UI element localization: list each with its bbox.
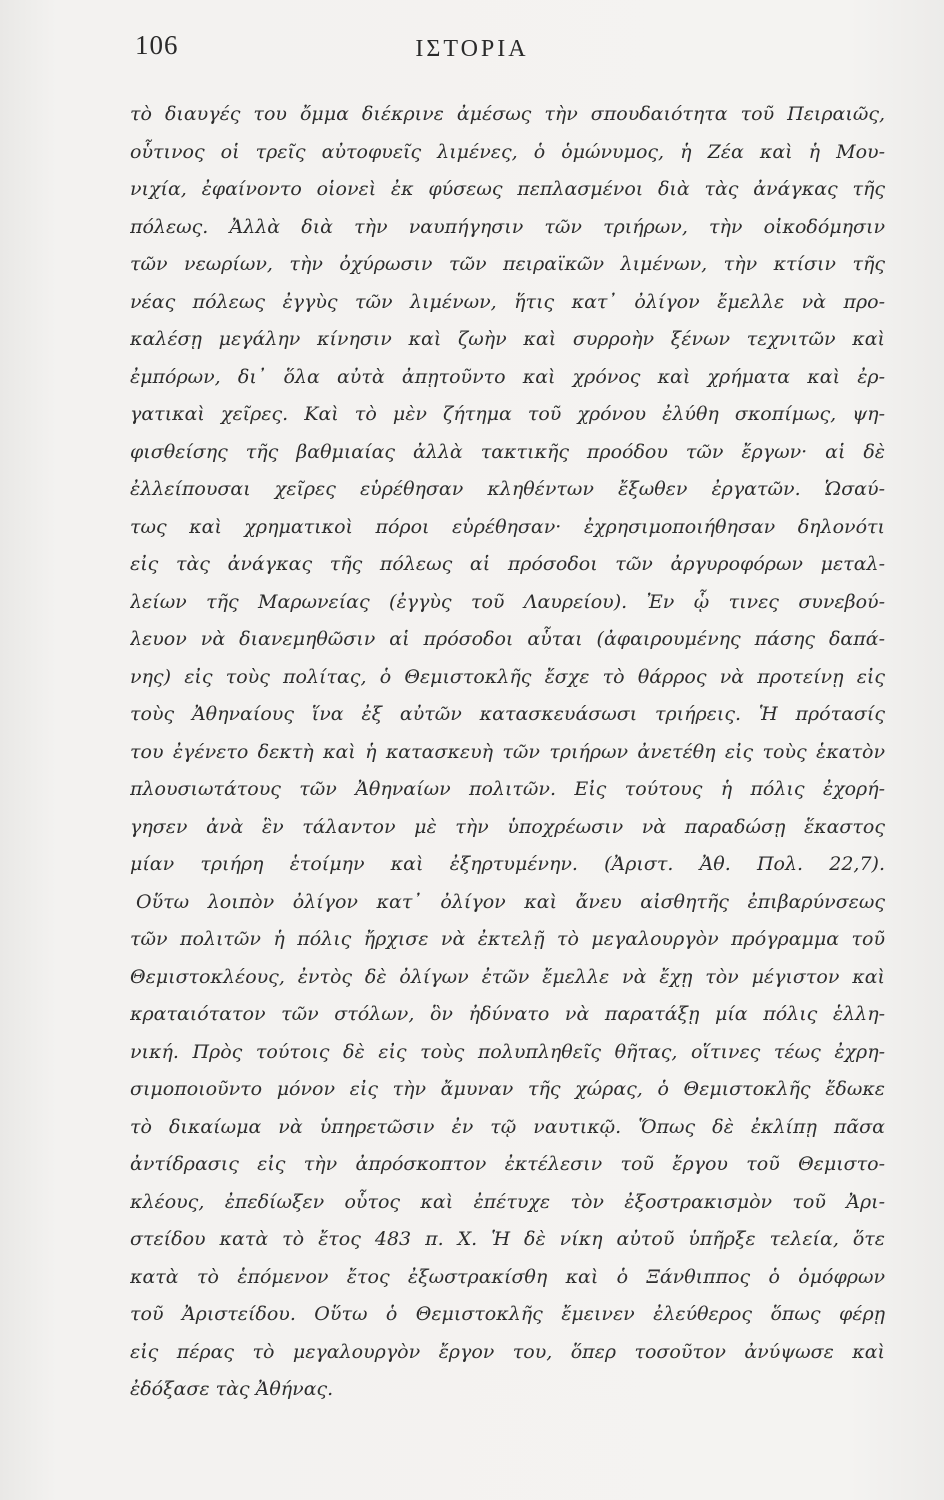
text-line: γατικαὶ χεῖρες. Καὶ τὸ μὲν ζήτημα τοῦ χρόνου ἐλύθη σκοπίμως, ψη- (130, 403, 885, 425)
text-line: Θεμιστοκλέους, ἐντὸς δὲ ὀλίγων ἐτῶν ἔμελλε νὰ ἔχῃ τὸν μέγιστον καὶ (130, 965, 885, 988)
text-line: πλουσιωτάτους τῶν Ἀθηναίων πολιτῶν. Εἰς τούτους ἡ πόλις ἐχορή- (130, 778, 885, 800)
text-line: λευον νὰ διανεμηθῶσιν αἱ πρόσοδοι αὗται (ἀφαιρουμένης πάσης δαπά- (130, 628, 885, 650)
text-line: μίαν τριήρη ἑτοίμην καὶ ἐξηρτυμένην. (Ἀριστ. Ἀθ. Πολ. 22,7). (130, 853, 885, 875)
text-line: τως καὶ χρηματικοὶ πόροι εὑρέθησαν· ἐχρησιμοποιήθησαν δηλονότι (130, 515, 885, 538)
text-line: Οὕτω λοιπὸν ὀλίγον κατ᾽ ὀλίγον καὶ ἄνευ αἰσθητῆς ἐπιβαρύνσεως (136, 890, 885, 913)
text-line: εἰς πέρας τὸ μεγαλουργὸν ἔργον του, ὅπερ τοσοῦτον ἀνύψωσε καὶ (130, 1340, 885, 1363)
text-line: ἀντίδρασις εἰς τὴν ἀπρόσκοπτον ἐκτέλεσιν τοῦ ἔργου τοῦ Θεμιστο- (130, 1153, 885, 1175)
text-line: τοῦ Ἀριστείδου. Οὕτω ὁ Θεμιστοκλῆς ἔμεινεν ἐλεύθερος ὅπως φέρῃ (130, 1303, 885, 1325)
text-line: τοὺς Ἀθηναίους ἵνα ἐξ αὐτῶν κατασκευάσωσι τριήρεις. Ἡ πρότασίς (130, 703, 885, 725)
text-line: τὸ διαυγές του ὄμμα διέκρινε ἀμέσως τὴν σπουδαιότητα τοῦ Πειραιῶς, (130, 103, 885, 125)
text-line: τὸ δικαίωμα νὰ ὑπηρετῶσιν ἐν τῷ ναυτικῷ. Ὅπως δὲ ἐκλίπῃ πᾶσα (130, 1115, 885, 1138)
text-line: φισθείσης τῆς βαθμιαίας ἀλλὰ τακτικῆς προόδου τῶν ἔργων· αἱ δὲ (130, 440, 885, 463)
text-line: εἰς τὰς ἀνάγκας τῆς πόλεως αἱ πρόσοδοι τῶν ἀργυροφόρων μεταλ- (130, 553, 885, 575)
text-line: πόλεως. Ἀλλὰ διὰ τὴν ναυπήγησιν τῶν τριήρων, τὴν οἰκοδόμησιν (130, 215, 885, 238)
text-line: καλέσῃ μεγάλην κίνησιν καὶ ζωὴν καὶ συρροὴν ξένων τεχνιτῶν καὶ (130, 328, 885, 350)
text-line: κραταιότατον τῶν στόλων, ὃν ἠδύνατο νὰ παρατάξῃ μία πόλις ἑλλη- (130, 1003, 885, 1025)
text-line: οὗτινος οἱ τρεῖς αὐτοφυεῖς λιμένες, ὁ ὁμώνυμος, ἡ Ζέα καὶ ἡ Μου- (130, 140, 885, 163)
text-line: ἐλλείπουσαι χεῖρες εὑρέθησαν κληθέντων ἔξωθεν ἐργατῶν. Ὡσαύ- (130, 478, 885, 500)
text-line: κλέους, ἐπεδίωξεν οὗτος καὶ ἐπέτυχε τὸν ἐξοστρακισμὸν τοῦ Ἀρι- (130, 1190, 885, 1213)
text-line: του ἐγένετο δεκτὴ καὶ ἡ κατασκευὴ τῶν τριήρων ἀνετέθη εἰς τοὺς ἑκατὸν (130, 740, 885, 763)
text-line: νης) εἰς τοὺς πολίτας, ὁ Θεμιστοκλῆς ἔσχε τὸ θάρρος νὰ προτείνῃ εἰς (130, 665, 885, 688)
text-line: λείων τῆς Μαρωνείας (ἐγγὺς τοῦ Λαυρείου). Ἐν ᾧ τινες συνεβού- (130, 590, 885, 613)
text-line: σιμοποιοῦντο μόνον εἰς τὴν ἄμυναν τῆς χώρας, ὁ Θεμιστοκλῆς ἔδωκε (130, 1078, 885, 1100)
text-line: ἐδόξασε τὰς Ἀθήνας. (130, 1378, 334, 1400)
body-text (130, 96, 885, 1409)
page-number: 106 (135, 30, 179, 60)
text-line: ἐμπόρων, δι᾽ ὅλα αὐτὰ ἀπῃτοῦντο καὶ χρόνος καὶ χρήματα καὶ ἐρ- (130, 365, 885, 388)
text-line: γησεν ἀνὰ ἓν τάλαντον μὲ τὴν ὑποχρέωσιν νὰ παραδώσῃ ἕκαστος (130, 815, 885, 838)
text-line: νέας πόλεως ἐγγὺς τῶν λιμένων, ἥτις κατ᾽ ὀλίγον ἔμελλε νὰ προ- (130, 290, 885, 313)
text-line: τῶν πολιτῶν ἡ πόλις ἤρχισε νὰ ἐκτελῇ τὸ μεγαλουργὸν πρόγραμμα τοῦ (130, 928, 885, 950)
text-line: στείδου κατὰ τὸ ἔτος 483 π. Χ. Ἡ δὲ νίκη αὐτοῦ ὑπῆρξε τελεία, ὅτε (130, 1228, 885, 1250)
text-line: νική. Πρὸς τούτοις δὲ εἰς τοὺς πολυπληθεῖς θῆτας, οἵτινες τέως ἐχρη- (130, 1040, 885, 1063)
running-title: ΙΣΤΟΡΙΑ (415, 36, 529, 62)
text-line: τῶν νεωρίων, τὴν ὀχύρωσιν τῶν πειραϊκῶν λιμένων, τὴν κτίσιν τῆς (130, 253, 885, 275)
text-line: κατὰ τὸ ἑπόμενον ἔτος ἐξωστρακίσθη καὶ ὁ Ξάνθιππος ὁ ὁμόφρων (130, 1265, 885, 1288)
text-line: νιχία, ἐφαίνοντο οἱονεὶ ἐκ φύσεως πεπλασμένοι διὰ τὰς ἀνάγκας τῆς (130, 178, 885, 200)
